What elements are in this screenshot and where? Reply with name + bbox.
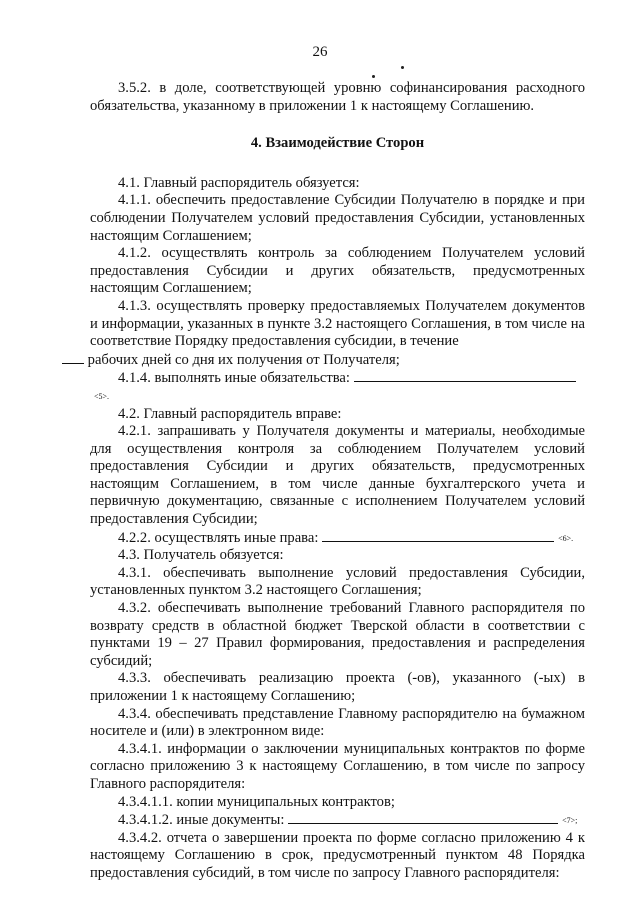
fill-in-blank [288, 811, 558, 824]
paragraph-4-3-4-1-2 [90, 811, 585, 830]
paragraph-4-2-1: 4.2.1. запрашивать у Получателя документы и материалы, необходимые для осуществления контроля за соблюдением Получателем условий предоставления Субсидии и других обязательств, предусмотренных настоящим Соглашением, в том числе данные бухгалтерского учета и первичную документацию, связанные с исполнением Получателем условий предоставления Субсидии; [90, 423, 585, 528]
fill-in-blank [322, 529, 554, 542]
footnote-ref-7: <7>; [562, 816, 578, 826]
paragraph-4-3-1: 4.3.1. обеспечивать выполнение условий предоставления Субсидии, установленных пунктом 3.2 настоящего Соглашения; [90, 564, 585, 599]
paragraph-4-3-4-1-2-text: 4.3.4.1.2. иные документы: [118, 812, 285, 829]
fill-in-blank [62, 351, 84, 364]
paragraph-4-2: 4.2. Главный распорядитель вправе: [118, 405, 342, 422]
paragraph-4-3: 4.3. Получатель обязуется: [118, 547, 284, 564]
paragraph-4-2-2-text: 4.2.2. осуществлять иные права: [118, 529, 319, 546]
scan-speck [401, 66, 404, 69]
paragraph-4-1: 4.1. Главный распорядитель обязуется: [118, 174, 360, 191]
paragraph-4-1-2: 4.1.2. осуществлять контроль за соблюдением Получателем условий предоставления Субсидии и других обязательств, предусмотренных настоящим Соглашением; [90, 245, 585, 297]
page-number: 26 [312, 44, 328, 60]
paragraph-4-2-2 [90, 529, 585, 548]
footnote-ref-6: <6>. [558, 533, 574, 543]
fill-in-blank [354, 369, 576, 382]
section-heading: 4. Взаимодействие Сторон [250, 135, 425, 152]
paragraph-4-1-3-text: 4.1.3. осуществлять проверку предоставляемых Получателем документов и информации, указанных в пункте 3.2 настоящего Соглашения, в том числе на соответствие Порядку предоставления субсидии, в течение [90, 297, 585, 350]
paragraph-4-3-4-1-1: 4.3.4.1.1. копии муниципальных контрактов; [118, 793, 395, 810]
paragraph-4-3-2: 4.3.2. обеспечивать выполнение требований Главного распорядителя по возврату средств в областной бюджет Тверской области в соответствии с пунктами 19 – 27 Правил формирования, предоставления и распределения субсидий; [90, 600, 585, 669]
paragraph-3-5-2: 3.5.2. в доле, соответствующей уровню софинансирования расходного обязательства, указанному в приложении 1 к настоящему Соглашению. [90, 80, 585, 114]
paragraph-4-3-4-1: 4.3.4.1. информации о заключении муниципальных контрактов по форме согласно приложению 3 к настоящему Соглашению, в том числе по запросу Главного распорядителя: [90, 740, 585, 792]
document-body [87, 80, 585, 883]
paragraph-4-1-4 [90, 369, 585, 405]
paragraph-4-3-4: 4.3.4. обеспечивать представление Главному распорядителю на бумажном носителе и (или) в электронном виде: [90, 705, 585, 740]
paragraph-4-1-3 [87, 297, 585, 369]
paragraph-4-1-1: 4.1.1. обеспечить предоставление Субсидии Получателю в порядке и при соблюдении Получателем условий предоставления Субсидии, установленных настоящим Соглашением; [90, 192, 585, 244]
scan-speck [372, 75, 375, 78]
paragraph-4-1-3-tail: рабочих дней со дня их получения от Получателя; [87, 351, 400, 368]
footnote-ref-5: <5>. [94, 391, 110, 401]
paragraph-4-1-4-text: 4.1.4. выполнять иные обязательства: [118, 370, 350, 387]
paragraph-4-3-4-2: 4.3.4.2. отчета о завершении проекта по форме согласно приложению 4 к настоящему Соглашению в срок, предусмотренный пунктом 48 Порядка предоставления субсидий, в том числе по запросу Главного распорядителя: [90, 829, 585, 881]
paragraph-4-3-3: 4.3.3. обеспечивать реализацию проекта (-ов), указанного (-ых) в приложении 1 к настоящему Соглашению; [90, 670, 585, 704]
